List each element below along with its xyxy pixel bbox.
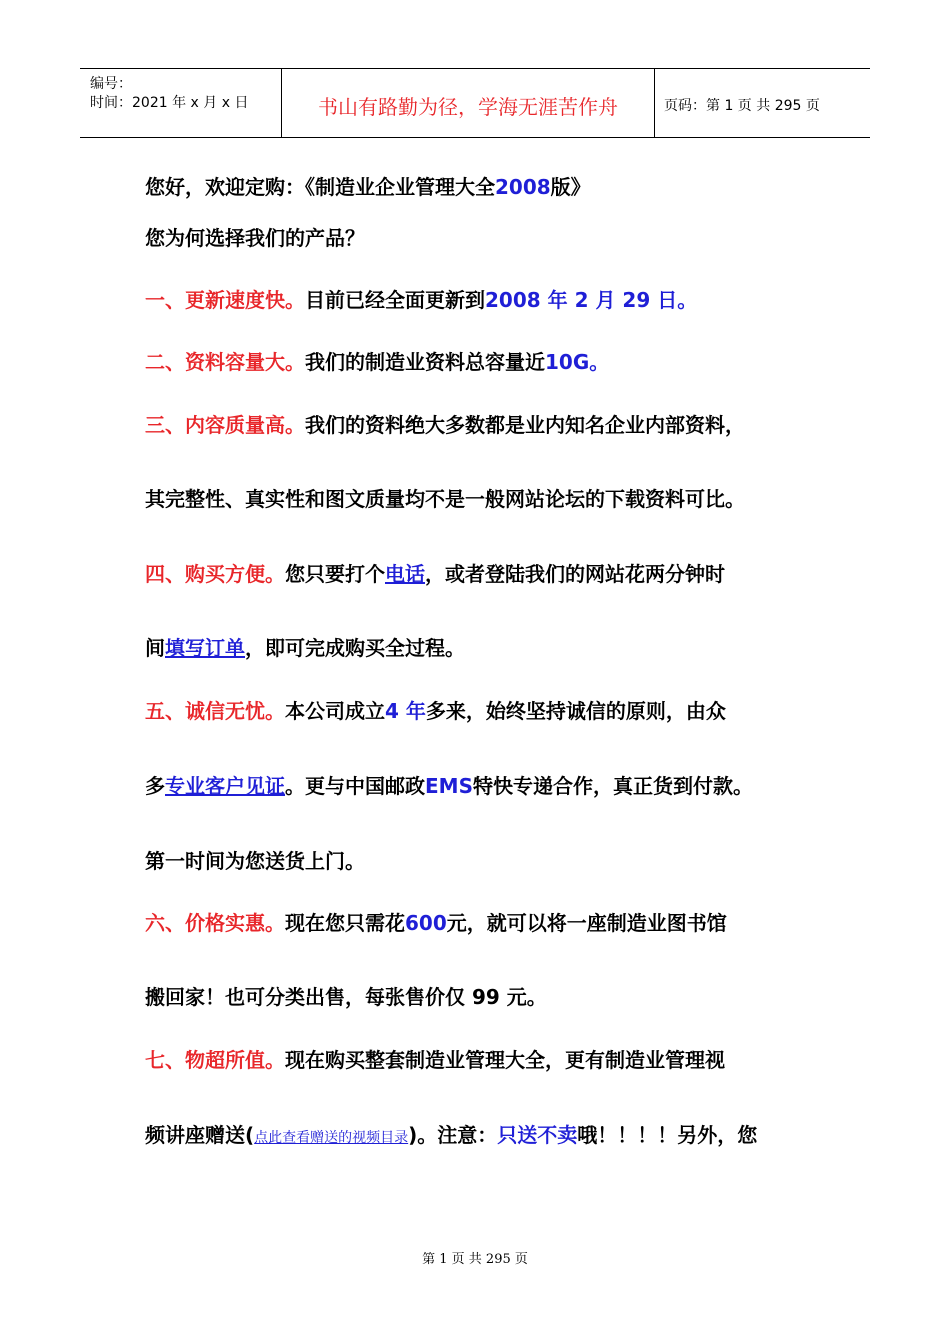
header-left-cell <box>80 69 280 137</box>
point-1-line <box>145 284 697 313</box>
point-3-line <box>145 409 745 438</box>
greeting-line <box>145 171 591 200</box>
why-choose-line: 您为何选择我们的产品？ <box>145 226 365 250</box>
point-7-text-4: 哦！！！！另外，您 <box>577 1123 758 1147</box>
document-time-label: 时间：2021 年 x 月 x 日 <box>90 95 249 111</box>
customer-testimonial-link[interactable]: 专业客户见证 <box>165 774 285 798</box>
edition-suffix: 版》 <box>550 175 591 199</box>
header-motto: 书山有路勤为径，学海无涯苦作舟 <box>318 95 618 119</box>
point-6-line <box>145 907 727 936</box>
point-5-final-line: 第一时间为您送货上门。 <box>145 849 365 873</box>
point-2-text: 我们的制造业资料总容量近 <box>305 350 545 374</box>
point-5-text-3: 多 <box>145 774 165 798</box>
point-5-text-2: 多来，始终坚持诚信的原则，由众 <box>425 699 726 723</box>
page-footer: 第 1 页 共 295 页 <box>422 1252 528 1267</box>
phone-link[interactable]: 电话 <box>385 562 425 586</box>
point-5-years: 4 年 <box>385 699 426 723</box>
document-header <box>80 68 870 138</box>
point-4-text: 您只要打个 <box>285 562 385 586</box>
point-2-size: 10G。 <box>545 350 610 374</box>
point-1-text: 目前已经全面更新到 <box>305 288 485 312</box>
point-5-text-4: 。更与中国邮政 <box>285 774 425 798</box>
point-3-text: 我们的资料绝大多数都是业内知名企业内部资料， <box>305 413 745 437</box>
point-3-heading: 三、内容质量高。 <box>145 413 305 437</box>
point-6-text: 现在您只需花 <box>285 911 405 935</box>
video-catalog-link[interactable]: 点此查看赠送的视频目录 <box>254 1130 409 1146</box>
point-5-continuation <box>145 770 753 799</box>
point-7-text-3: )。注意： <box>408 1123 498 1147</box>
point-1-date: 2008 年 2 月 29 日。 <box>485 288 698 312</box>
point-4-text-3: 间 <box>145 636 165 660</box>
point-6-continuation: 搬回家！也可分类出售，每张售价仅 99 元。 <box>145 985 547 1009</box>
document-number-label: 编号： <box>90 76 132 92</box>
point-6-heading: 六、价格实惠。 <box>145 911 285 935</box>
point-6-price: 600 <box>405 911 447 935</box>
point-2-heading: 二、资料容量大。 <box>145 350 305 374</box>
greeting-text: 您好，欢迎定购：《制造业企业管理大全 <box>145 175 495 199</box>
point-3-continuation: 其完整性、真实性和图文质量均不是一般网站论坛的下载资料可比。 <box>145 487 745 511</box>
point-7-text: 现在购买整套制造业管理大全，更有制造业管理视 <box>285 1048 725 1072</box>
point-1-heading: 一、更新速度快。 <box>145 288 305 312</box>
point-4-continuation <box>145 632 465 661</box>
point-7-continuation <box>145 1119 757 1148</box>
header-page-info: 页码：第 1 页 共 295 页 <box>664 98 820 114</box>
order-form-link[interactable]: 填写订单 <box>165 636 245 660</box>
point-4-line <box>145 558 725 587</box>
point-4-heading: 四、购买方便。 <box>145 562 285 586</box>
point-5-line <box>145 695 726 724</box>
point-7-text-2: 频讲座赠送( <box>145 1123 255 1147</box>
point-5-text-5: 特快专递合作，真正货到付款。 <box>472 774 753 798</box>
point-7-line <box>145 1044 725 1073</box>
point-7-heading: 七、物超所值。 <box>145 1048 285 1072</box>
point-4-text-2: ，或者登陆我们的网站花两分钟时 <box>425 562 725 586</box>
point-5-heading: 五、诚信无忧。 <box>145 699 285 723</box>
point-2-line <box>145 346 609 375</box>
point-6-text-2: 元，就可以将一座制造业图书馆 <box>446 911 727 935</box>
header-page-cell <box>654 69 870 137</box>
point-4-text-4: ，即可完成购买全过程。 <box>245 636 465 660</box>
gift-only-label: 只送不卖 <box>497 1123 578 1147</box>
ems-label: EMS <box>425 774 473 798</box>
point-5-text: 本公司成立 <box>285 699 385 723</box>
header-motto-cell <box>281 69 655 137</box>
edition-year: 2008 <box>495 175 551 199</box>
